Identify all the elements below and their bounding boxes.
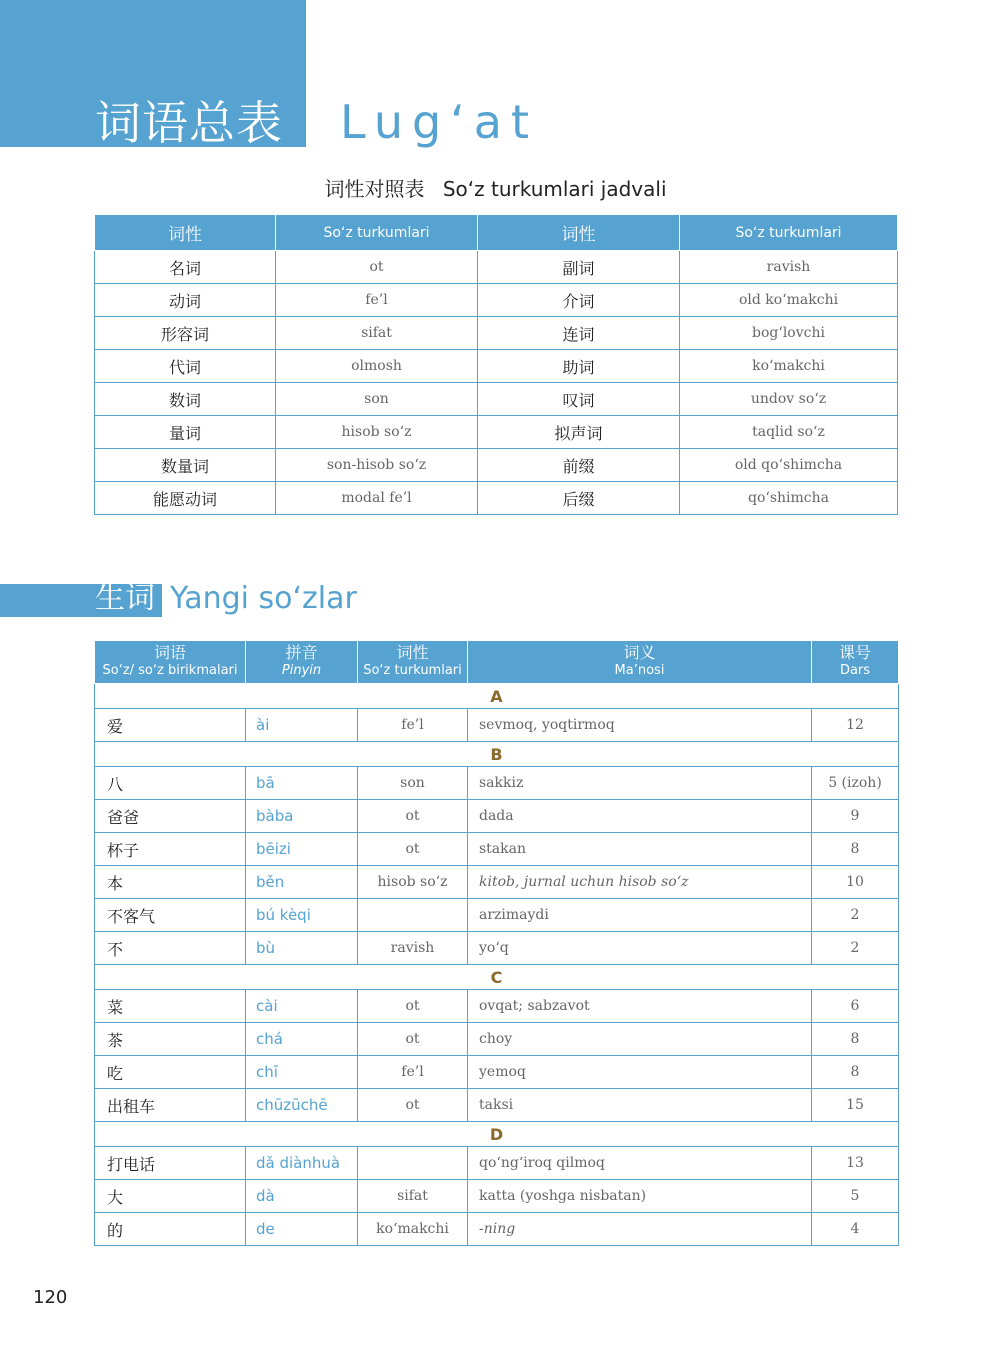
word-cell: 爱 — [95, 709, 246, 742]
pos-cell: son — [358, 767, 468, 800]
header-uz: Ma’nosi — [614, 663, 665, 678]
word-cell: 菜 — [95, 990, 246, 1023]
pos-cn-cell: 介词 — [478, 284, 680, 317]
vocab-row — [95, 1023, 899, 1056]
pinyin-cell: bàba — [246, 800, 358, 833]
header-cn: 拼音 — [285, 643, 318, 662]
pos-cn-cell: 动词 — [95, 284, 276, 317]
lesson-cell: 5 — [812, 1180, 899, 1213]
vocab-table-body — [95, 684, 899, 1246]
lesson-cell: 12 — [812, 709, 899, 742]
lesson-cell: 8 — [812, 833, 899, 866]
meaning-cell: yo‘q — [468, 932, 812, 965]
meaning-cell: taksi — [468, 1089, 812, 1122]
page-number: 120 — [33, 1287, 68, 1308]
word-cell: 打电话 — [95, 1147, 246, 1180]
vocab-row — [95, 1180, 899, 1213]
pinyin-cell: cài — [246, 990, 358, 1023]
letter-divider-row — [95, 1122, 899, 1147]
pos-cell: ot — [358, 990, 468, 1023]
pos-uz-cell: undov so‘z — [680, 383, 898, 416]
pos-table-row — [95, 251, 898, 284]
lesson-cell: 13 — [812, 1147, 899, 1180]
pos-uz-cell: ravish — [680, 251, 898, 284]
vocab-table — [94, 640, 899, 1246]
vocab-header-lesson — [812, 641, 899, 684]
word-cell: 的 — [95, 1213, 246, 1246]
vocab-row — [95, 767, 899, 800]
word-cell: 不客气 — [95, 899, 246, 932]
pos-cn-cell: 叹词 — [478, 383, 680, 416]
pos-cell: ot — [358, 1023, 468, 1056]
letter-divider-row — [95, 742, 899, 767]
pos-uz-cell: olmosh — [276, 350, 478, 383]
pos-uz-cell: son — [276, 383, 478, 416]
meaning-cell: qo‘ng‘iroq qilmoq — [468, 1147, 812, 1180]
vocab-row — [95, 709, 899, 742]
pos-uz-cell: bog‘lovchi — [680, 317, 898, 350]
pos-table-title-uz: So‘z turkumlari jadvali — [442, 177, 667, 201]
meaning-cell: choy — [468, 1023, 812, 1056]
pos-table-row — [95, 416, 898, 449]
vocab-header-meaning — [468, 641, 812, 684]
word-cell: 本 — [95, 866, 246, 899]
header-cn: 课号 — [838, 643, 871, 662]
letter-divider-row — [95, 684, 899, 709]
pos-header-cell: 词性 — [478, 215, 680, 251]
pos-table-body — [95, 251, 898, 515]
pos-cell: fe’l — [358, 709, 468, 742]
pos-uz-cell: modal fe’l — [276, 482, 478, 515]
pos-header-cell: 词性 — [95, 215, 276, 251]
meaning-cell: arzimaydi — [468, 899, 812, 932]
word-cell: 茶 — [95, 1023, 246, 1056]
lesson-cell: 15 — [812, 1089, 899, 1122]
pos-uz-cell: qo‘shimcha — [680, 482, 898, 515]
lesson-cell: 9 — [812, 800, 899, 833]
meaning-cell: dada — [468, 800, 812, 833]
pinyin-cell: chī — [246, 1056, 358, 1089]
word-cell: 八 — [95, 767, 246, 800]
pinyin-cell: chá — [246, 1023, 358, 1056]
header-uz: Dars — [839, 663, 871, 678]
pos-uz-cell: ko‘makchi — [680, 350, 898, 383]
meaning-cell: sakkiz — [468, 767, 812, 800]
meaning-cell: ovqat; sabzavot — [468, 990, 812, 1023]
pos-cn-cell: 代词 — [95, 350, 276, 383]
vocab-row — [95, 1213, 899, 1246]
pos-table-row — [95, 482, 898, 515]
vocab-header-pinyin — [246, 641, 358, 684]
vocab-row — [95, 932, 899, 965]
pos-cn-cell: 助词 — [478, 350, 680, 383]
pos-cell — [358, 1147, 468, 1180]
pos-cell: ot — [358, 800, 468, 833]
vocab-table-header — [95, 641, 899, 684]
pos-table-row — [95, 449, 898, 482]
pos-cn-cell: 形容词 — [95, 317, 276, 350]
pos-table — [94, 214, 898, 515]
pos-uz-cell: taqlid so‘z — [680, 416, 898, 449]
pos-table-title — [0, 173, 991, 202]
lesson-cell: 4 — [812, 1213, 899, 1246]
header-cn: 词性 — [396, 643, 429, 662]
header-cn: 词语 — [153, 643, 186, 662]
pos-cell: ot — [358, 1089, 468, 1122]
pos-cn-cell: 数量词 — [95, 449, 276, 482]
lesson-cell: 8 — [812, 1056, 899, 1089]
pos-table-row — [95, 383, 898, 416]
pos-table-row — [95, 317, 898, 350]
pos-uz-cell: ot — [276, 251, 478, 284]
vocab-header-word — [95, 641, 246, 684]
pos-table-row — [95, 350, 898, 383]
pos-uz-cell: old qo‘shimcha — [680, 449, 898, 482]
vocab-row — [95, 866, 899, 899]
pos-cn-cell: 后缀 — [478, 482, 680, 515]
meaning-cell: -ning — [468, 1213, 812, 1246]
pinyin-cell: dǎ diànhuà — [246, 1147, 358, 1180]
word-cell: 杯子 — [95, 833, 246, 866]
header-uz: Pinyin — [281, 663, 322, 678]
lesson-cell: 6 — [812, 990, 899, 1023]
vocab-header-pos — [358, 641, 468, 684]
pos-table-row — [95, 284, 898, 317]
pinyin-cell: chūzūchē — [246, 1089, 358, 1122]
pos-cell: fe’l — [358, 1056, 468, 1089]
vocab-row — [95, 833, 899, 866]
section-title-cn: 生词 — [95, 581, 155, 616]
vocab-row — [95, 990, 899, 1023]
lesson-cell: 2 — [812, 932, 899, 965]
vocab-row — [95, 1147, 899, 1180]
section-title-uz: Yangi so‘zlar — [170, 581, 357, 616]
lesson-cell: 8 — [812, 1023, 899, 1056]
vocab-row — [95, 1089, 899, 1122]
pos-cell: sifat — [358, 1180, 468, 1213]
meaning-cell: sevmoq, yoqtirmoq — [468, 709, 812, 742]
pos-cell — [358, 899, 468, 932]
pinyin-cell: bù — [246, 932, 358, 965]
pos-cn-cell: 量词 — [95, 416, 276, 449]
pos-uz-cell: son-hisob so‘z — [276, 449, 478, 482]
letter-divider-row — [95, 965, 899, 990]
pinyin-cell: dà — [246, 1180, 358, 1213]
lesson-cell: 2 — [812, 899, 899, 932]
pos-cell: ko‘makchi — [358, 1213, 468, 1246]
pos-cell: hisob so‘z — [358, 866, 468, 899]
pinyin-cell: běn — [246, 866, 358, 899]
meaning-cell: stakan — [468, 833, 812, 866]
page-title-cn: 词语总表 — [95, 96, 283, 150]
letter-heading: D — [95, 1122, 899, 1147]
pos-cell: ravish — [358, 932, 468, 965]
word-cell: 出租车 — [95, 1089, 246, 1122]
word-cell: 不 — [95, 932, 246, 965]
pos-cn-cell: 能愿动词 — [95, 482, 276, 515]
pos-table-title-cn: 词性对照表 — [324, 177, 425, 201]
pos-cn-cell: 副词 — [478, 251, 680, 284]
pos-cn-cell: 数词 — [95, 383, 276, 416]
pos-cn-cell: 前缀 — [478, 449, 680, 482]
pos-cell: ot — [358, 833, 468, 866]
word-cell: 大 — [95, 1180, 246, 1213]
letter-heading: B — [95, 742, 899, 767]
pos-cn-cell: 名词 — [95, 251, 276, 284]
pos-header-cell: So‘z turkumlari — [680, 215, 898, 251]
pinyin-cell: de — [246, 1213, 358, 1246]
page-title-uz: Lug‘at — [340, 95, 539, 149]
word-cell: 爸爸 — [95, 800, 246, 833]
pos-header-cell: So‘z turkumlari — [276, 215, 478, 251]
meaning-cell: yemoq — [468, 1056, 812, 1089]
pos-uz-cell: sifat — [276, 317, 478, 350]
header-cn: 词义 — [623, 643, 656, 662]
pinyin-cell: bú kèqi — [246, 899, 358, 932]
letter-heading: C — [95, 965, 899, 990]
pinyin-cell: bā — [246, 767, 358, 800]
meaning-cell: kitob, jurnal uchun hisob so‘z — [468, 866, 812, 899]
lesson-cell: 5 (izoh) — [812, 767, 899, 800]
pinyin-cell: ài — [246, 709, 358, 742]
vocab-row — [95, 1056, 899, 1089]
pos-uz-cell: hisob so‘z — [276, 416, 478, 449]
header-uz: So‘z/ so‘z birikmalari — [102, 663, 238, 678]
pos-uz-cell: old ko‘makchi — [680, 284, 898, 317]
pos-cn-cell: 连词 — [478, 317, 680, 350]
pinyin-cell: bēizi — [246, 833, 358, 866]
word-cell: 吃 — [95, 1056, 246, 1089]
letter-heading: A — [95, 684, 899, 709]
pos-table-header — [95, 215, 898, 251]
header-uz: So‘z turkumlari — [363, 663, 462, 678]
pos-cn-cell: 拟声词 — [478, 416, 680, 449]
lesson-cell: 10 — [812, 866, 899, 899]
vocab-row — [95, 800, 899, 833]
vocab-row — [95, 899, 899, 932]
meaning-cell: katta (yoshga nisbatan) — [468, 1180, 812, 1213]
pos-uz-cell: fe’l — [276, 284, 478, 317]
